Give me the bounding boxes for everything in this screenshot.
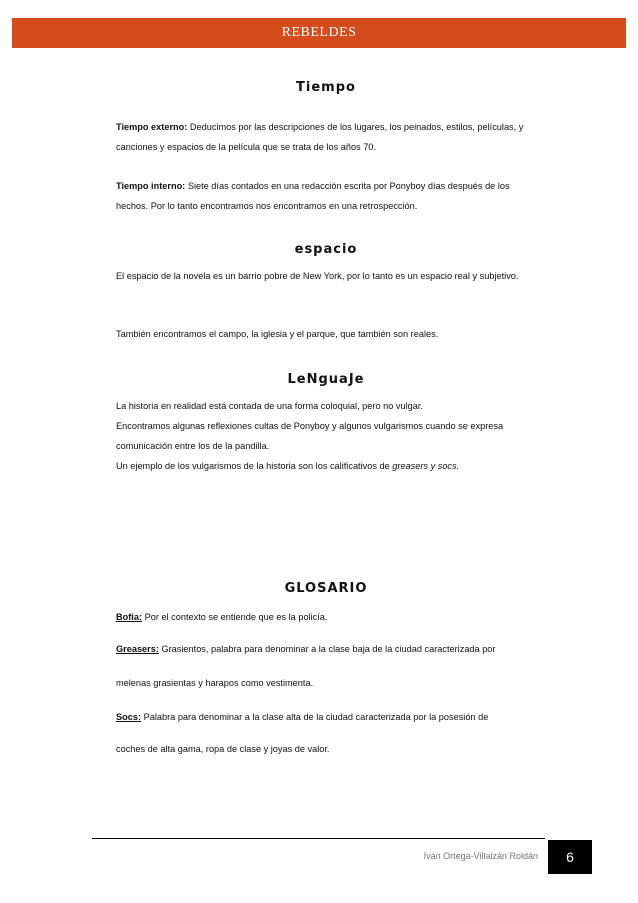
glosario-term: Bofia: — [116, 612, 143, 622]
lenguaje-p3-italic: greasers y socs. — [392, 461, 460, 471]
glosario-item-socs-cont: coches de alta gama, ropa de clase y joyas de valor. — [116, 744, 330, 754]
footer-divider — [92, 838, 545, 839]
glosario-term: Greasers: — [116, 644, 159, 654]
heading-glosario: GLOSARIO — [284, 581, 368, 596]
section-glosario — [116, 581, 536, 596]
glosario-item-greasers-cont: melenas grasientas y harapos como vestimenta. — [116, 678, 314, 688]
glosario-item-socs: Socs: Palabra para denominar a la clase alta de la ciudad caracterizada por la posesión de — [116, 712, 489, 722]
glosario-item-bofia: Bofia: Por el contexto se entiende que es la policía. — [116, 612, 328, 622]
lenguaje-text — [116, 396, 536, 476]
heading-espacio: espacio — [294, 242, 358, 257]
heading-lenguaje: LeNguaJe — [287, 372, 365, 387]
espacio-p2: También encontramos el campo, la iglesia y el parque, que también son reales. — [116, 329, 439, 339]
espacio-p1: El espacio de la novela es un barrio pobre de New York, por lo tanto es un espacio real y subjetivo. — [116, 271, 519, 281]
document-title: REBELDES — [281, 25, 357, 40]
glosario-item-greasers: Greasers: Grasientos, palabra para denominar a la clase baja de la ciudad caracterizada por — [116, 644, 496, 654]
tiempo-interno-text: Siete días contados en una redacción escrita por Ponyboy días después de los hechos. Por lo tanto encontramos nos encontramos en una retrospección. — [116, 181, 510, 211]
tiempo-interno — [116, 176, 536, 216]
page-number: 6 — [548, 840, 592, 874]
header-bar — [12, 18, 626, 48]
section-tiempo — [116, 80, 536, 95]
lenguaje-p3: Un ejemplo de los vulgarismos de la historia son los calificativos de greasers y socs. — [116, 461, 460, 471]
tiempo-externo-label: Tiempo externo: — [116, 122, 188, 132]
footer-author: Iván Ortega-Villaizán Roldán — [423, 851, 538, 861]
lenguaje-p1: La historia en realidad está contada de una forma coloquial, pero no vulgar. — [116, 401, 423, 411]
section-lenguaje — [116, 372, 536, 387]
tiempo-interno-label: Tiempo interno: — [116, 181, 186, 191]
tiempo-externo — [116, 117, 536, 157]
section-espacio — [116, 242, 536, 257]
tiempo-externo-text: Deducimos por las descripciones de los lugares, los peinados, estilos, películas, y canciones y espacios de la película que se trata de los años 70. — [116, 122, 524, 152]
lenguaje-p2: Encontramos algunas reflexiones cultas de Ponyboy y algunos vulgarismos cuando se expresa comunicación entre los de la pandilla. — [116, 421, 504, 451]
heading-tiempo: Tiempo — [296, 80, 356, 95]
glosario-term: Socs: — [116, 712, 142, 722]
